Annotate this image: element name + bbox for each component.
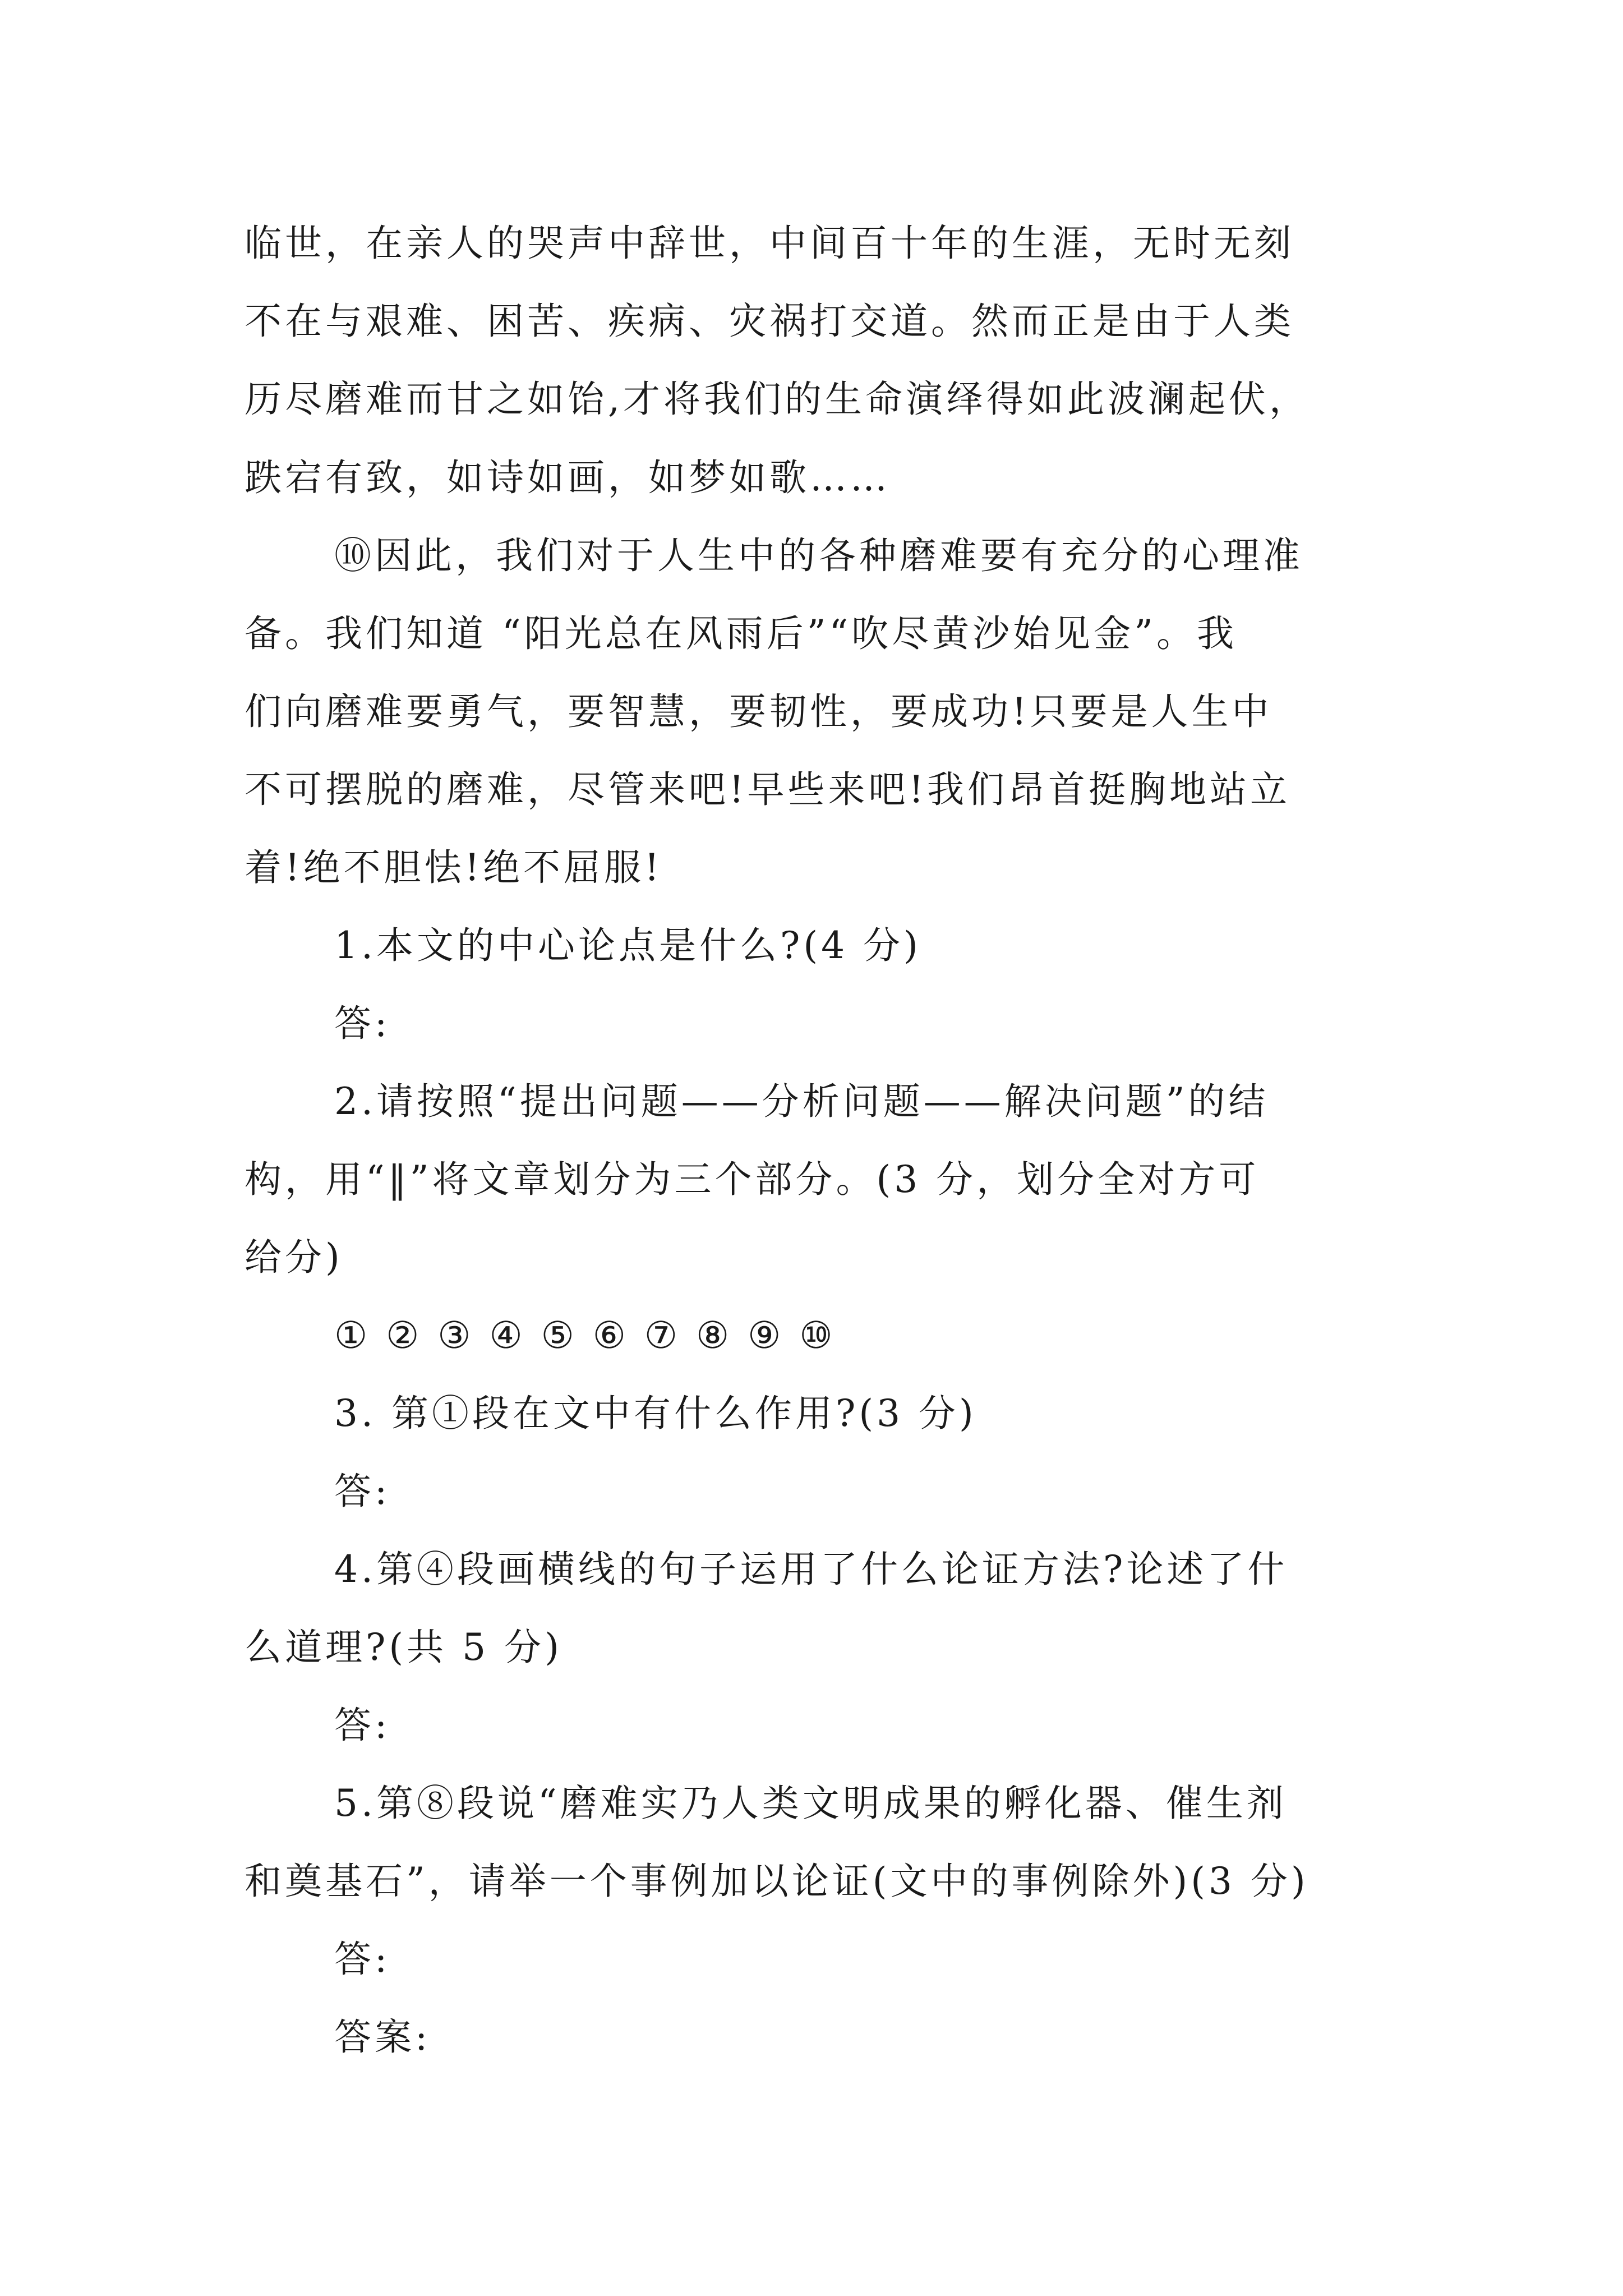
text-line: 跌宕有致，如诗如画，如梦如歌…… bbox=[245, 456, 891, 499]
question-5: 5.第⑧段说“磨难实乃人类文明成果的孵化器、催生剂 bbox=[334, 1782, 1287, 1825]
text-line: 给分) bbox=[245, 1236, 343, 1279]
answer-label: 答: bbox=[334, 1704, 391, 1747]
text-line: 么道理?(共 5 分) bbox=[245, 1626, 562, 1669]
text-line: 不可摆脱的磨难，尽管来吧!早些来吧!我们昂首挺胸地站立 bbox=[245, 768, 1291, 811]
text-line: 不在与艰难、困苦、疾病、灾祸打交道。然而正是由于人类 bbox=[245, 300, 1294, 343]
answer-label: 答: bbox=[334, 1002, 391, 1045]
text-line: 临世，在亲人的哭声中辞世，中间百十年的生涯，无时无刻 bbox=[245, 222, 1294, 265]
text-line: 构，用“‖”将文章划分为三个部分。(3 分，划分全对方可 bbox=[245, 1158, 1260, 1201]
question-1: 1.本文的中心论点是什么?(4 分) bbox=[334, 924, 921, 967]
text-line: 着!绝不胆怯!绝不屈服! bbox=[245, 846, 663, 889]
question-2: 2.请按照“提出问题——分析问题——解决问题”的结 bbox=[334, 1080, 1269, 1123]
question-4: 4.第④段画横线的句子运用了什么论证方法?论述了什 bbox=[334, 1548, 1288, 1591]
answer-label: 答: bbox=[334, 1938, 391, 1981]
answer-key-heading: 答案: bbox=[334, 2016, 431, 2059]
question-3: 3. 第①段在文中有什么作用?(3 分) bbox=[334, 1392, 977, 1435]
text-line: 们向磨难要勇气，要智慧，要韧性，要成功!只要是人生中 bbox=[245, 690, 1272, 733]
text-line: 备。我们知道 “阳光总在风雨后”“吹尽黄沙始见金”。我 bbox=[245, 612, 1237, 655]
text-line: 历尽磨难而甘之如饴,才将我们的生命演绎得如此波澜起伏， bbox=[245, 378, 1310, 421]
paragraph-numbers: ① ② ③ ④ ⑤ ⑥ ⑦ ⑧ ⑨ ⑩ bbox=[334, 1314, 836, 1357]
answer-label: 答: bbox=[334, 1470, 391, 1513]
paragraph-10-start: ⑩因此，我们对于人生中的各种磨难要有充分的心理准 bbox=[334, 534, 1303, 577]
text-line: 和奠基石”，请举一个事例加以论证(文中的事例除外)(3 分) bbox=[245, 1860, 1309, 1903]
